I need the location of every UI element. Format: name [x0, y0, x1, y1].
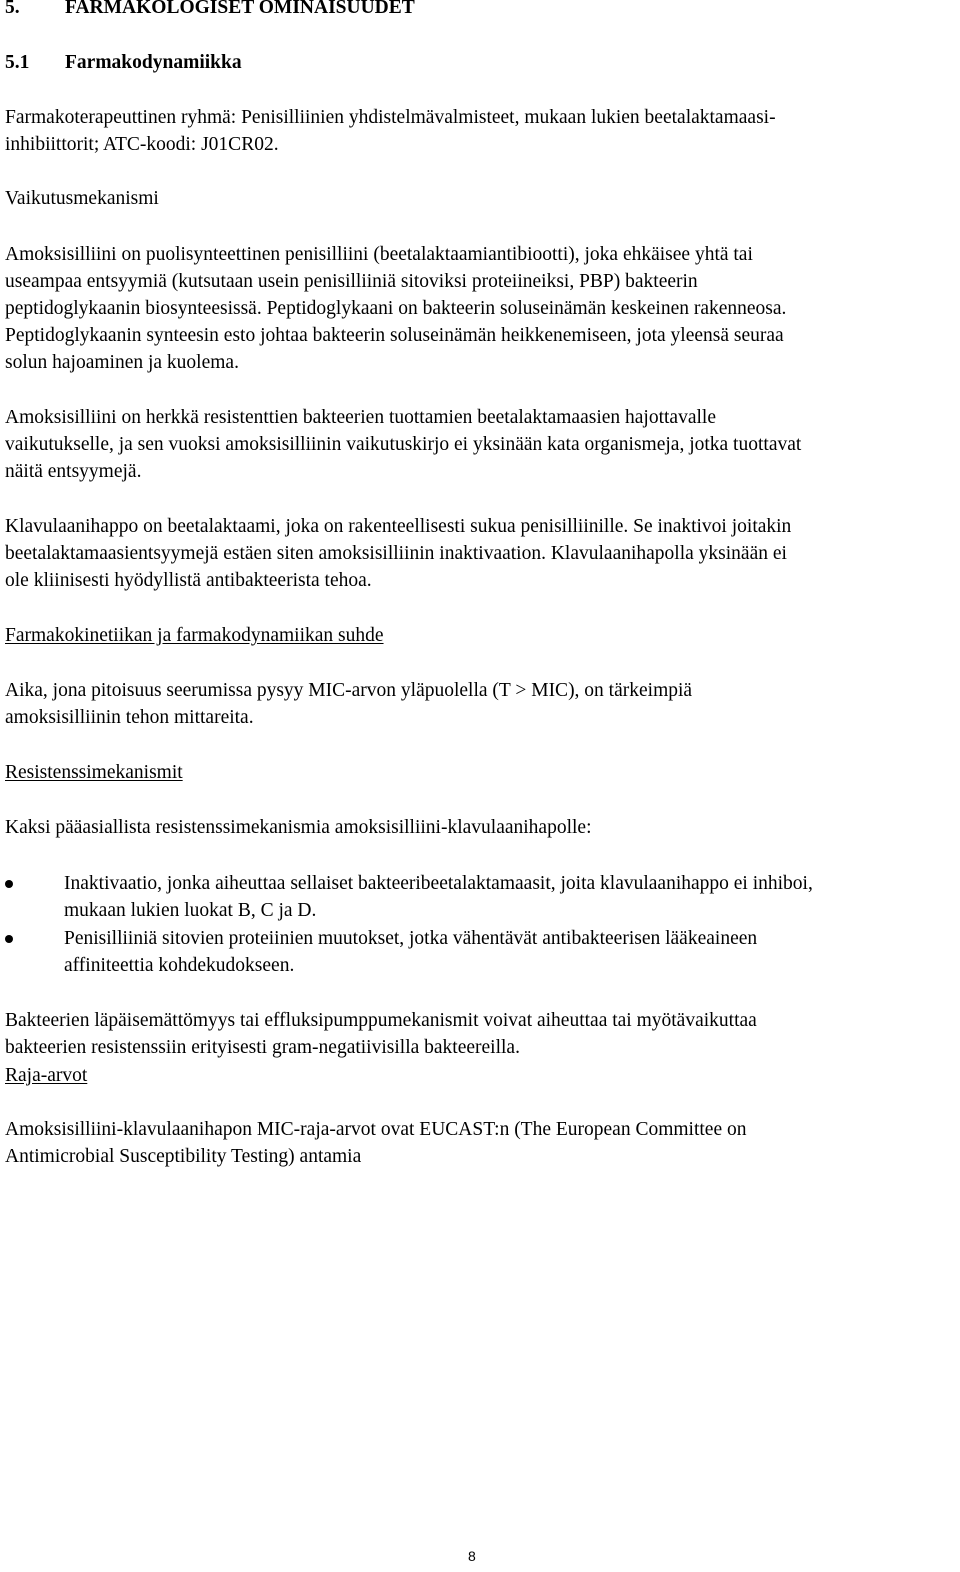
mechanism-paragraph-1	[5, 241, 786, 376]
resistance-intro	[5, 814, 592, 841]
section-heading	[5, 0, 415, 21]
paragraph-line: useampaa entsyymiä (kutsutaan usein penisilliiniä sitoviksi proteiineiksi, PBP) bakteerin	[5, 271, 698, 292]
breakpoints-heading-text: Raja-arvot	[5, 1065, 88, 1086]
section-number: 5.	[5, 0, 20, 18]
paragraph-line: Amoksisilliini-klavulaanihapon MIC-raja-arvot ovat EUCAST:n (The European Committee on	[5, 1119, 747, 1140]
mechanism-paragraph-2	[5, 404, 801, 485]
subsection-number: 5.1	[5, 52, 30, 73]
mechanism-paragraph-3	[5, 513, 791, 594]
therapeutic-group-paragraph	[5, 104, 776, 158]
bullet-text	[64, 870, 813, 924]
paragraph-line: solun hajoaminen ja kuolema.	[5, 352, 239, 373]
paragraph-line: Peptidoglykaanin synteesin esto johtaa bakteerin soluseinämän heikkenemiseen, jota yleensä seuraa	[5, 325, 784, 346]
bullet-dot-icon	[5, 935, 13, 943]
bullet-line: Penisilliiniä sitovien proteiinien muutokset, jotka vähentävät antibakteerisen lääkeaineen	[64, 928, 758, 949]
bullet-text	[64, 925, 757, 979]
page-number: 8	[468, 1548, 476, 1564]
section-title: FARMAKOLOGISET OMINAISUUDET	[65, 0, 415, 18]
mechanism-heading-text: Vaikutusmekanismi	[5, 188, 159, 209]
paragraph-line: bakteerien resistenssiin erityisesti gram-negatiivisilla bakteereilla.	[5, 1037, 520, 1058]
bullet-line: affiniteettia kohdekudokseen.	[64, 955, 295, 976]
paragraph-line: Bakteerien läpäisemättömyys tai effluksipumppumekanismit voivat aiheuttaa tai myötävaikuttaa	[5, 1010, 757, 1031]
paragraph-line: beetalaktamaasientsyymejä estäen siten amoksisilliinin inaktivaation. Klavulaanihapolla yksinään ei	[5, 543, 787, 564]
pkpd-heading-text: Farmakokinetiikan ja farmakodynamiikan suhde	[5, 625, 384, 646]
mechanism-heading	[5, 185, 159, 212]
paragraph-line: Farmakoterapeuttinen ryhmä: Penisilliinien yhdistelmävalmisteet, mukaan lukien beetalaktamaasi-	[5, 107, 776, 128]
resistance-intro-text: Kaksi pääasiallista resistenssimekanismia amoksisilliini-klavulaanihapolle:	[5, 817, 592, 838]
paragraph-line: Aika, jona pitoisuus seerumissa pysyy MIC-arvon yläpuolella (T > MIC), on tärkeimpiä	[5, 680, 693, 701]
paragraph-line: amoksisilliinin tehon mittareita.	[5, 707, 254, 728]
bullet-dot-icon	[5, 880, 13, 888]
paragraph-line: peptidoglykaanin biosynteesissä. Peptidoglykaani on bakteerin soluseinämän keskeinen rakenneosa.	[5, 298, 787, 319]
breakpoints-paragraph	[5, 1116, 747, 1170]
paragraph-line: Amoksisilliini on puolisynteettinen penisilliini (beetalaktaamiantibiootti), joka ehkäisee yhtä tai	[5, 244, 753, 265]
bullet-line: mukaan lukien luokat B, C ja D.	[64, 900, 317, 921]
resistance-heading	[5, 759, 183, 786]
paragraph-line: Antimicrobial Susceptibility Testing) antamia	[5, 1146, 362, 1167]
subsection-title: Farmakodynamiikka	[65, 52, 242, 73]
breakpoints-heading	[5, 1062, 87, 1089]
paragraph-line: inhibiittorit; ATC-koodi: J01CR02.	[5, 134, 279, 155]
subsection-heading	[5, 49, 242, 76]
pkpd-paragraph	[5, 677, 692, 731]
pkpd-heading	[5, 622, 384, 649]
resistance-heading-text: Resistenssimekanismit	[5, 762, 183, 783]
paragraph-line: Amoksisilliini on herkkä resistenttien bakteerien tuottamien beetalaktamaasien hajottavalle	[5, 407, 716, 428]
bullet-line: Inaktivaatio, jonka aiheuttaa sellaiset bakteeribeetalaktamaasit, joita klavulaanihappo ei inhiboi,	[64, 873, 813, 894]
paragraph-line: näitä entsyymejä.	[5, 461, 142, 482]
paragraph-line: ole kliinisesti hyödyllistä antibakteerista tehoa.	[5, 570, 372, 591]
paragraph-line: Klavulaanihappo on beetalaktaami, joka on rakenteellisesti sukua penisilliinille. Se inaktivoi joitakin	[5, 516, 792, 537]
resistance-paragraph	[5, 1007, 757, 1061]
paragraph-line: vaikutukselle, ja sen vuoksi amoksisilliinin vaikutuskirjo ei yksinään kata organismeja, jotka tuottavat	[5, 434, 802, 455]
